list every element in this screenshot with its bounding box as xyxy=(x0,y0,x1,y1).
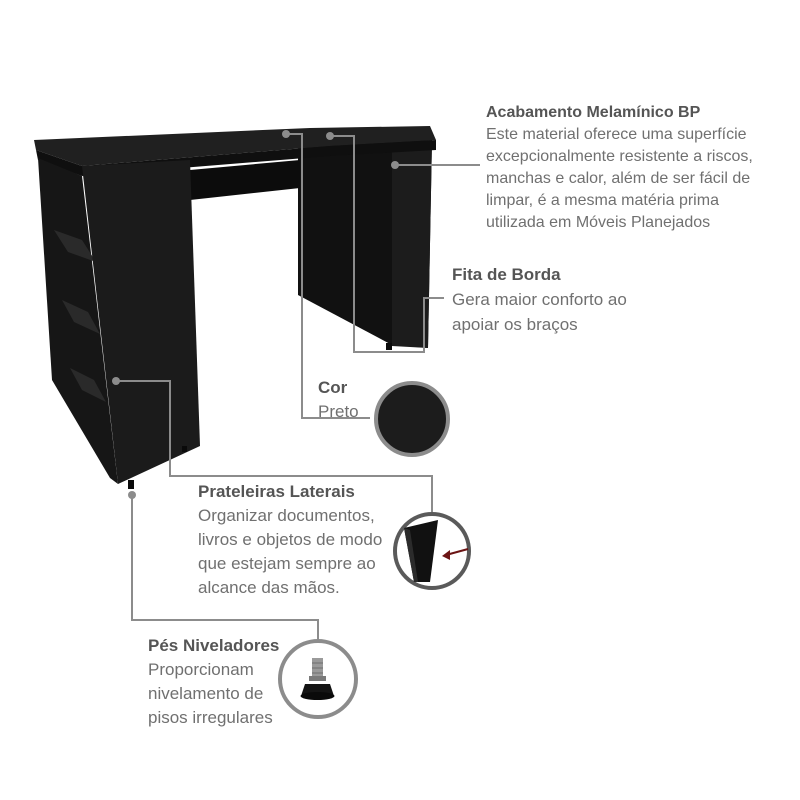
finish-line: utilizada em Móveis Planejados xyxy=(486,214,711,231)
finish-line: manchas e calor, além de ser fácil de xyxy=(486,170,751,187)
feet-line: pisos irregulares xyxy=(148,708,273,727)
feature-edge xyxy=(452,262,712,337)
shelf-detail-image xyxy=(395,514,469,588)
shelves-line: que estejam sempre ao xyxy=(198,554,376,573)
shelves-title: Prateleiras Laterais xyxy=(198,482,355,501)
edge-title: Fita de Borda xyxy=(452,265,561,284)
feature-color xyxy=(318,376,378,424)
finish-line: Este material oferece uma superfície xyxy=(486,126,747,143)
finish-line: limpar, é a mesma matéria prima xyxy=(486,192,719,209)
feet-title: Pés Niveladores xyxy=(148,636,280,655)
feature-shelves xyxy=(198,480,398,600)
feature-feet xyxy=(148,634,298,730)
feet-line: nivelamento de xyxy=(148,684,264,703)
color-value: Preto xyxy=(318,402,359,421)
shelves-line: alcance das mãos. xyxy=(198,578,340,597)
color-swatch xyxy=(376,383,448,455)
finish-title: Acabamento Melamínico BP xyxy=(486,104,701,121)
feature-finish xyxy=(486,102,786,234)
color-title: Cor xyxy=(318,378,348,397)
edge-line: apoiar os braços xyxy=(452,315,578,334)
edge-line: Gera maior conforto ao xyxy=(452,290,627,309)
feet-line: Proporcionam xyxy=(148,660,254,679)
desk-drawing xyxy=(34,126,436,489)
finish-line: excepcionalmente resistente a riscos, xyxy=(486,148,753,165)
shelves-line: Organizar documentos, xyxy=(198,506,375,525)
shelves-line: livros e objetos de modo xyxy=(198,530,383,549)
